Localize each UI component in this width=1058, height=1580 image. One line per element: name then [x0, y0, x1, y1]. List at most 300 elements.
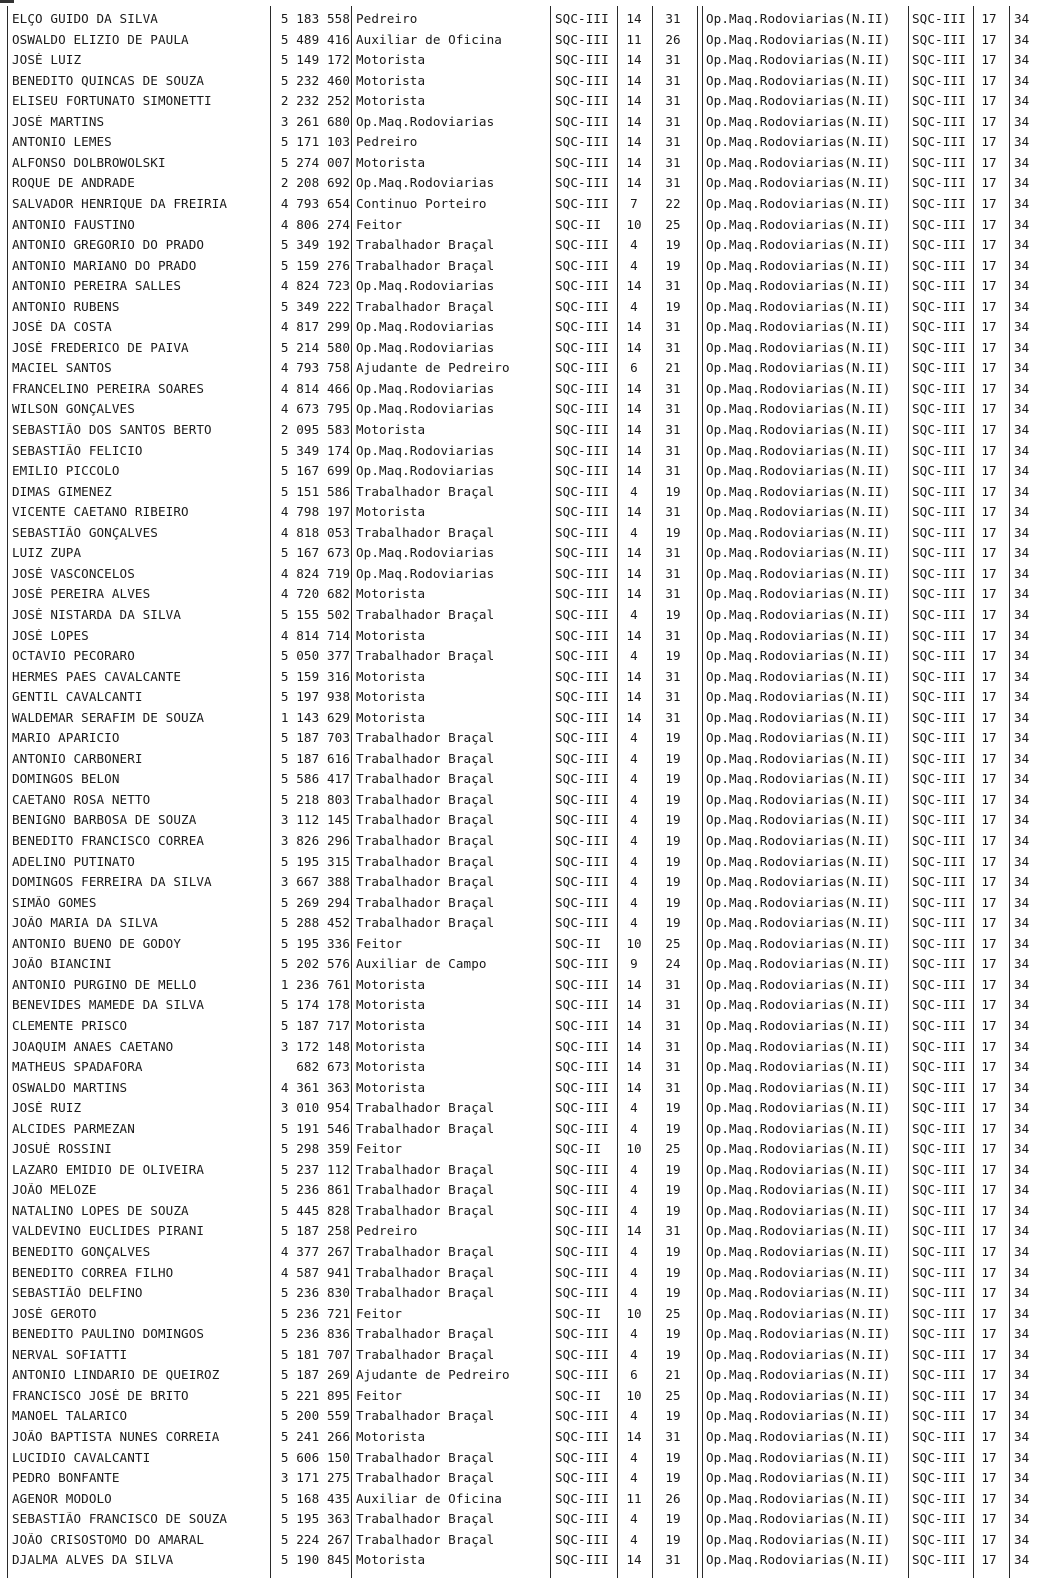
- new-ref-table: SQC-III: [912, 1264, 966, 1280]
- new-grade: 34: [1014, 298, 1030, 314]
- new-ref-table: SQC-III: [912, 997, 966, 1013]
- new-level: 17: [981, 113, 997, 129]
- new-level: 17: [981, 483, 997, 499]
- new-grade: 34: [1014, 627, 1030, 643]
- registration-number: 4 824 723: [280, 278, 350, 294]
- new-role: Op.Maq.Rodoviarias(N.II): [706, 1327, 891, 1342]
- current-grade: 19: [665, 1202, 681, 1218]
- new-grade: 34: [1014, 1367, 1030, 1383]
- employee-name: CLEMENTE PRISCO: [12, 1018, 128, 1033]
- current-level: 14: [626, 154, 642, 170]
- current-ref-table: SQC-III: [555, 1120, 609, 1136]
- new-grade: 34: [1014, 812, 1030, 828]
- new-role: Op.Maq.Rodoviarias(N.II): [706, 607, 891, 622]
- new-ref-table: SQC-III: [912, 606, 966, 622]
- new-ref-table: SQC-III: [912, 586, 966, 602]
- current-level: 10: [626, 1141, 642, 1157]
- employee-name: MATHEUS SPADAFORA: [12, 1060, 143, 1075]
- current-level: 14: [626, 586, 642, 602]
- new-role: Op.Maq.Rodoviarias(N.II): [706, 279, 891, 294]
- registration-number: 5 149 172: [280, 52, 350, 68]
- current-role: Trabalhador Braçal: [356, 1327, 495, 1342]
- current-level: 14: [626, 997, 642, 1013]
- new-ref-table: SQC-III: [912, 1038, 966, 1054]
- current-ref-table: SQC-III: [555, 1285, 609, 1301]
- new-role: Op.Maq.Rodoviarias(N.II): [706, 875, 891, 890]
- new-ref-table: SQC-III: [912, 11, 966, 26]
- table-row: [0, 1057, 1058, 1078]
- employee-name: LAZARO EMIDIO DE OLIVEIRA: [12, 1162, 205, 1177]
- new-ref-table: SQC-III: [912, 894, 966, 910]
- current-ref-table: SQC-III: [555, 52, 609, 68]
- new-grade: 34: [1014, 483, 1030, 499]
- table-row: [0, 872, 1058, 893]
- current-role: Trabalhador Braçal: [356, 834, 495, 848]
- table-row: [0, 317, 1058, 338]
- new-ref-table: SQC-III: [912, 216, 966, 232]
- current-ref-table: SQC-III: [555, 606, 609, 622]
- registration-number: 5 195 315: [280, 853, 350, 869]
- current-level: 4: [630, 853, 638, 869]
- current-grade: 31: [665, 545, 681, 561]
- new-grade: 34: [1014, 1264, 1030, 1280]
- current-ref-table: SQC-III: [555, 976, 609, 992]
- new-grade: 34: [1014, 360, 1030, 376]
- table-row: [0, 708, 1058, 729]
- current-level: 4: [630, 915, 638, 931]
- table-row: [0, 1550, 1058, 1571]
- new-level: 17: [981, 1326, 997, 1342]
- current-level: 14: [626, 442, 642, 458]
- current-level: 4: [630, 894, 638, 910]
- table-row: [0, 995, 1058, 1016]
- new-grade: 34: [1014, 668, 1030, 684]
- current-role: Motorista: [356, 669, 426, 684]
- current-ref-table: SQC-III: [555, 113, 609, 129]
- current-ref-table: SQC-III: [555, 504, 609, 520]
- current-level: 14: [626, 113, 642, 129]
- current-level: 4: [630, 1408, 638, 1424]
- registration-number: 1 143 629: [280, 709, 350, 725]
- new-level: 17: [981, 422, 997, 437]
- current-grade: 19: [665, 1100, 681, 1116]
- table-row: [0, 1119, 1058, 1140]
- registration-number: 5 195 363: [280, 1511, 350, 1527]
- new-role: Op.Maq.Rodoviarias(N.II): [706, 813, 891, 828]
- current-ref-table: SQC-III: [555, 997, 609, 1013]
- current-ref-table: SQC-III: [555, 627, 609, 643]
- registration-number: 4 814 466: [280, 380, 350, 396]
- employee-name: ANTONIO FAUSTINO: [12, 217, 135, 232]
- table-row: [0, 153, 1058, 174]
- table-row: [0, 1180, 1058, 1201]
- current-ref-table: SQC-III: [555, 175, 609, 191]
- current-ref-table: SQC-III: [555, 668, 609, 684]
- current-role: Ajudante de Pedreiro: [356, 361, 510, 376]
- new-grade: 34: [1014, 1079, 1030, 1095]
- new-grade: 34: [1014, 1059, 1030, 1075]
- current-ref-table: SQC-III: [555, 1470, 609, 1486]
- new-ref-table: SQC-III: [912, 833, 966, 848]
- table-row: [0, 667, 1058, 688]
- table-row: [0, 1386, 1058, 1407]
- new-role: Op.Maq.Rodoviarias(N.II): [706, 196, 891, 211]
- new-ref-table: SQC-III: [912, 1449, 966, 1465]
- registration-number: 5 187 717: [280, 1017, 350, 1033]
- employee-name: GENTIL CAVALCANTI: [12, 690, 143, 705]
- table-row: [0, 1016, 1058, 1037]
- registration-number: 5 187 616: [280, 750, 350, 766]
- new-ref-table: SQC-III: [912, 771, 966, 787]
- current-role: Motorista: [356, 690, 426, 705]
- current-level: 14: [626, 422, 642, 437]
- registration-number: 682 673: [296, 1059, 350, 1075]
- current-role: Trabalhador Braçal: [356, 1286, 495, 1301]
- new-role: Op.Maq.Rodoviarias(N.II): [706, 135, 891, 150]
- new-grade: 34: [1014, 1511, 1030, 1527]
- registration-number: 4 720 682: [280, 586, 350, 602]
- current-grade: 26: [665, 1490, 681, 1506]
- registration-number: 3 826 296: [280, 833, 350, 848]
- current-role: Continuo Porteiro: [356, 196, 487, 211]
- registration-number: 5 191 546: [280, 1120, 350, 1136]
- registration-number: 4 806 274: [280, 216, 350, 232]
- new-grade: 34: [1014, 709, 1030, 725]
- new-level: 17: [981, 195, 997, 211]
- current-ref-table: SQC-III: [555, 442, 609, 458]
- registration-number: 5 489 416: [280, 31, 350, 47]
- current-ref-table: SQC-III: [555, 463, 609, 479]
- registration-number: 5 190 845: [280, 1552, 350, 1568]
- current-role: Motorista: [356, 155, 426, 170]
- new-grade: 34: [1014, 1161, 1030, 1177]
- current-ref-table: SQC-III: [555, 195, 609, 211]
- current-grade: 31: [665, 565, 681, 581]
- new-role: Op.Maq.Rodoviarias(N.II): [706, 1203, 891, 1218]
- new-grade: 34: [1014, 606, 1030, 622]
- new-ref-table: SQC-III: [912, 463, 966, 479]
- current-level: 4: [630, 648, 638, 664]
- new-role: Op.Maq.Rodoviarias(N.II): [706, 381, 891, 396]
- current-level: 14: [626, 976, 642, 992]
- employee-name: JOSUÉ ROSSINI: [12, 1142, 112, 1157]
- new-role: Op.Maq.Rodoviarias(N.II): [706, 32, 891, 47]
- new-role: Op.Maq.Rodoviarias(N.II): [706, 731, 891, 746]
- registration-number: 4 793 758: [280, 360, 350, 376]
- employee-name: OSWALDO ELIZIO DE PAULA: [12, 32, 189, 47]
- current-grade: 31: [665, 72, 681, 88]
- table-row: [0, 605, 1058, 626]
- current-ref-table: SQC-III: [555, 915, 609, 931]
- employee-name: BENIGNO BARBOSA DE SOUZA: [12, 813, 197, 828]
- current-ref-table: SQC-III: [555, 1059, 609, 1075]
- new-level: 17: [981, 791, 997, 807]
- current-ref-table: SQC-II: [555, 935, 602, 951]
- current-ref-table: SQC-II: [555, 216, 602, 232]
- table-row: [0, 1489, 1058, 1510]
- table-row: [0, 810, 1058, 831]
- current-role: Motorista: [356, 423, 426, 437]
- new-grade: 34: [1014, 689, 1030, 705]
- new-ref-table: SQC-III: [912, 72, 966, 88]
- employee-name: ANTONIO PURGINO DE MELLO: [12, 977, 197, 992]
- new-ref-table: SQC-III: [912, 1428, 966, 1444]
- registration-number: 5 200 559: [280, 1408, 350, 1424]
- new-role: Op.Maq.Rodoviarias(N.II): [706, 1450, 891, 1465]
- registration-number: 4 824 719: [280, 565, 350, 581]
- registration-number: 2 095 583: [280, 422, 350, 437]
- current-grade: 19: [665, 894, 681, 910]
- registration-number: 5 187 269: [280, 1367, 350, 1383]
- current-ref-table: SQC-III: [555, 278, 609, 294]
- current-level: 4: [630, 1100, 638, 1116]
- registration-number: 5 187 703: [280, 730, 350, 746]
- employee-name: LUCIDIO CAVALCANTI: [12, 1450, 151, 1465]
- employee-name: ANTONIO RUBENS: [12, 299, 120, 314]
- new-role: Op.Maq.Rodoviarias(N.II): [706, 320, 891, 335]
- new-role: Op.Maq.Rodoviarias(N.II): [706, 217, 891, 232]
- current-level: 14: [626, 1059, 642, 1075]
- current-ref-table: SQC-III: [555, 812, 609, 828]
- new-level: 17: [981, 1285, 997, 1301]
- new-level: 17: [981, 648, 997, 664]
- employee-name: BENEDITO QUINCAS DE SOUZA: [12, 73, 205, 88]
- new-grade: 34: [1014, 134, 1030, 150]
- new-role: Op.Maq.Rodoviarias(N.II): [706, 1512, 891, 1527]
- table-row: [0, 954, 1058, 975]
- new-role: Op.Maq.Rodoviarias(N.II): [706, 1532, 891, 1547]
- current-role: Op.Maq.Rodoviarias: [356, 279, 495, 294]
- new-grade: 34: [1014, 1531, 1030, 1547]
- table-row: [0, 194, 1058, 215]
- employee-name: JOÃO MARIA DA SILVA: [12, 916, 158, 931]
- table-row: [0, 584, 1058, 605]
- registration-number: 5 197 938: [280, 689, 350, 705]
- current-grade: 19: [665, 1408, 681, 1424]
- new-grade: 34: [1014, 1038, 1030, 1054]
- current-level: 4: [630, 1244, 638, 1259]
- new-grade: 34: [1014, 1490, 1030, 1506]
- new-role: Op.Maq.Rodoviarias(N.II): [706, 258, 891, 273]
- new-grade: 34: [1014, 380, 1030, 396]
- current-ref-table: SQC-III: [555, 360, 609, 376]
- employee-name: BENEDITO GONÇALVES: [12, 1245, 151, 1259]
- new-level: 17: [981, 31, 997, 47]
- new-role: Op.Maq.Rodoviarias(N.II): [706, 1347, 891, 1362]
- registration-number: 5 236 830: [280, 1285, 350, 1301]
- new-level: 17: [981, 1470, 997, 1486]
- current-level: 14: [626, 627, 642, 643]
- new-role: Op.Maq.Rodoviarias(N.II): [706, 12, 891, 26]
- new-role: Op.Maq.Rodoviarias(N.II): [706, 587, 891, 602]
- new-level: 17: [981, 1428, 997, 1444]
- new-ref-table: SQC-III: [912, 1182, 966, 1198]
- current-role: Trabalhador Braçal: [356, 792, 495, 807]
- current-role: Op.Maq.Rodoviarias: [356, 381, 495, 396]
- new-grade: 34: [1014, 1305, 1030, 1321]
- current-ref-table: SQC-III: [555, 154, 609, 170]
- current-level: 11: [626, 1490, 642, 1506]
- current-role: Motorista: [356, 94, 426, 109]
- current-role: Motorista: [356, 73, 426, 88]
- registration-number: 3 261 680: [280, 113, 350, 129]
- current-grade: 31: [665, 709, 681, 725]
- new-grade: 34: [1014, 504, 1030, 520]
- registration-number: 4 673 795: [280, 401, 350, 417]
- new-ref-table: SQC-III: [912, 976, 966, 992]
- table-row: [0, 502, 1058, 523]
- current-ref-table: SQC-III: [555, 380, 609, 396]
- new-grade: 34: [1014, 52, 1030, 68]
- new-role: Op.Maq.Rodoviarias(N.II): [706, 1162, 891, 1177]
- current-ref-table: SQC-III: [555, 1161, 609, 1177]
- employee-name: SEBASTIÃO DOS SANTOS BERTO: [12, 423, 212, 437]
- current-ref-table: SQC-III: [555, 422, 609, 437]
- registration-number: 5 202 576: [280, 956, 350, 972]
- current-role: Feitor: [356, 1142, 403, 1157]
- employee-name: ELÇO GUIDO DA SILVA: [12, 12, 158, 26]
- new-level: 17: [981, 1531, 997, 1547]
- registration-number: 3 112 145: [280, 812, 350, 828]
- new-role: Op.Maq.Rodoviarias(N.II): [706, 772, 891, 787]
- current-role: Trabalhador Braçal: [356, 649, 495, 664]
- current-role: Trabalhador Braçal: [356, 895, 495, 910]
- new-grade: 34: [1014, 339, 1030, 355]
- employee-name: SEBASTIÃO FELICIO: [12, 443, 143, 458]
- new-role: Op.Maq.Rodoviarias(N.II): [706, 1080, 891, 1095]
- new-level: 17: [981, 401, 997, 417]
- current-ref-table: SQC-III: [555, 11, 609, 26]
- current-grade: 31: [665, 339, 681, 355]
- new-grade: 34: [1014, 997, 1030, 1013]
- current-grade: 19: [665, 483, 681, 499]
- employee-name: ANTONIO PEREIRA SALLES: [12, 279, 182, 294]
- new-ref-table: SQC-III: [912, 1367, 966, 1383]
- new-role: Op.Maq.Rodoviarias(N.II): [706, 94, 891, 109]
- employee-name: OSWALDO MARTINS: [12, 1080, 128, 1095]
- current-ref-table: SQC-III: [555, 1511, 609, 1527]
- current-ref-table: SQC-III: [555, 833, 609, 848]
- new-role: Op.Maq.Rodoviarias(N.II): [706, 1101, 891, 1116]
- new-level: 17: [981, 689, 997, 705]
- new-ref-table: SQC-III: [912, 154, 966, 170]
- current-role: Trabalhador Braçal: [356, 238, 495, 253]
- current-level: 14: [626, 278, 642, 294]
- employee-name: SALVADOR HENRIQUE DA FREIRIA: [12, 196, 228, 211]
- current-ref-table: SQC-III: [555, 237, 609, 253]
- new-role: Op.Maq.Rodoviarias(N.II): [706, 1388, 891, 1403]
- new-ref-table: SQC-III: [912, 1100, 966, 1116]
- current-grade: 19: [665, 1511, 681, 1527]
- table-row: [0, 1509, 1058, 1530]
- new-ref-table: SQC-III: [912, 915, 966, 931]
- current-level: 14: [626, 380, 642, 396]
- table-row: [0, 1468, 1058, 1489]
- new-role: Op.Maq.Rodoviarias(N.II): [706, 1471, 891, 1486]
- new-grade: 34: [1014, 1326, 1030, 1342]
- new-ref-table: SQC-III: [912, 730, 966, 746]
- current-grade: 19: [665, 1449, 681, 1465]
- new-ref-table: SQC-III: [912, 1305, 966, 1321]
- current-role: Trabalhador Braçal: [356, 1409, 495, 1424]
- new-grade: 34: [1014, 565, 1030, 581]
- current-grade: 25: [665, 1387, 681, 1403]
- registration-number: 5 167 673: [280, 545, 350, 561]
- new-level: 17: [981, 1017, 997, 1033]
- employee-name: ANTONIO LEMES: [12, 135, 112, 150]
- new-ref-table: SQC-III: [912, 298, 966, 314]
- current-ref-table: SQC-III: [555, 339, 609, 355]
- registration-number: 5 586 417: [280, 771, 350, 787]
- new-role: Op.Maq.Rodoviarias(N.II): [706, 1429, 891, 1444]
- current-level: 14: [626, 1038, 642, 1054]
- employee-name: EMILIO PICCOLO: [12, 464, 120, 479]
- current-grade: 19: [665, 1182, 681, 1198]
- current-role: Trabalhador Braçal: [356, 1512, 495, 1527]
- current-ref-table: SQC-III: [555, 1100, 609, 1116]
- new-ref-table: SQC-III: [912, 1161, 966, 1177]
- current-level: 4: [630, 257, 638, 273]
- current-level: 4: [630, 1161, 638, 1177]
- current-role: Trabalhador Braçal: [356, 258, 495, 273]
- current-role: Trabalhador Braçal: [356, 1265, 495, 1280]
- current-level: 4: [630, 524, 638, 540]
- registration-number: 5 237 112: [280, 1161, 350, 1177]
- new-level: 17: [981, 853, 997, 869]
- employee-name: JOSÉ RUIZ: [12, 1101, 82, 1116]
- current-ref-table: SQC-III: [555, 1182, 609, 1198]
- table-row: [0, 1242, 1058, 1263]
- new-role: Op.Maq.Rodoviarias(N.II): [706, 1039, 891, 1054]
- new-level: 17: [981, 709, 997, 725]
- current-level: 14: [626, 565, 642, 581]
- current-role: Pedreiro: [356, 1224, 418, 1239]
- current-level: 14: [626, 1428, 642, 1444]
- current-role: Auxiliar de Oficina: [356, 32, 502, 47]
- current-grade: 31: [665, 442, 681, 458]
- new-ref-table: SQC-III: [912, 1120, 966, 1136]
- new-role: Op.Maq.Rodoviarias(N.II): [706, 834, 891, 848]
- new-grade: 34: [1014, 93, 1030, 109]
- new-role: Op.Maq.Rodoviarias(N.II): [706, 546, 891, 561]
- employee-name: LUIZ ZUPA: [12, 546, 82, 561]
- new-ref-table: SQC-III: [912, 935, 966, 951]
- employee-name: JOSÉ FREDERICO DE PAIVA: [12, 340, 189, 355]
- new-level: 17: [981, 442, 997, 458]
- table-row: [0, 173, 1058, 194]
- current-level: 4: [630, 1470, 638, 1486]
- current-ref-table: SQC-III: [555, 1264, 609, 1280]
- new-role: Op.Maq.Rodoviarias(N.II): [706, 1553, 891, 1568]
- registration-number: 2 208 692: [280, 175, 350, 191]
- registration-number: 3 172 148: [280, 1038, 350, 1054]
- current-role: Trabalhador Braçal: [356, 484, 495, 499]
- current-grade: 31: [665, 463, 681, 479]
- employee-name: BENEDITO CORREA FILHO: [12, 1265, 174, 1280]
- registration-number: 2 232 252: [280, 93, 350, 109]
- current-role: Motorista: [356, 505, 426, 520]
- current-role: Feitor: [356, 1388, 403, 1403]
- employee-name: SEBASTIÃO GONÇALVES: [12, 525, 158, 540]
- current-role: Op.Maq.Rodoviarias: [356, 443, 495, 458]
- employee-name: JOSÉ VASCONCELOS: [12, 566, 135, 581]
- registration-number: 5 274 007: [280, 154, 350, 170]
- new-role: Op.Maq.Rodoviarias(N.II): [706, 176, 891, 191]
- registration-number: 5 155 502: [280, 606, 350, 622]
- new-grade: 34: [1014, 31, 1030, 47]
- current-role: Op.Maq.Rodoviarias: [356, 114, 495, 129]
- new-grade: 34: [1014, 1346, 1030, 1362]
